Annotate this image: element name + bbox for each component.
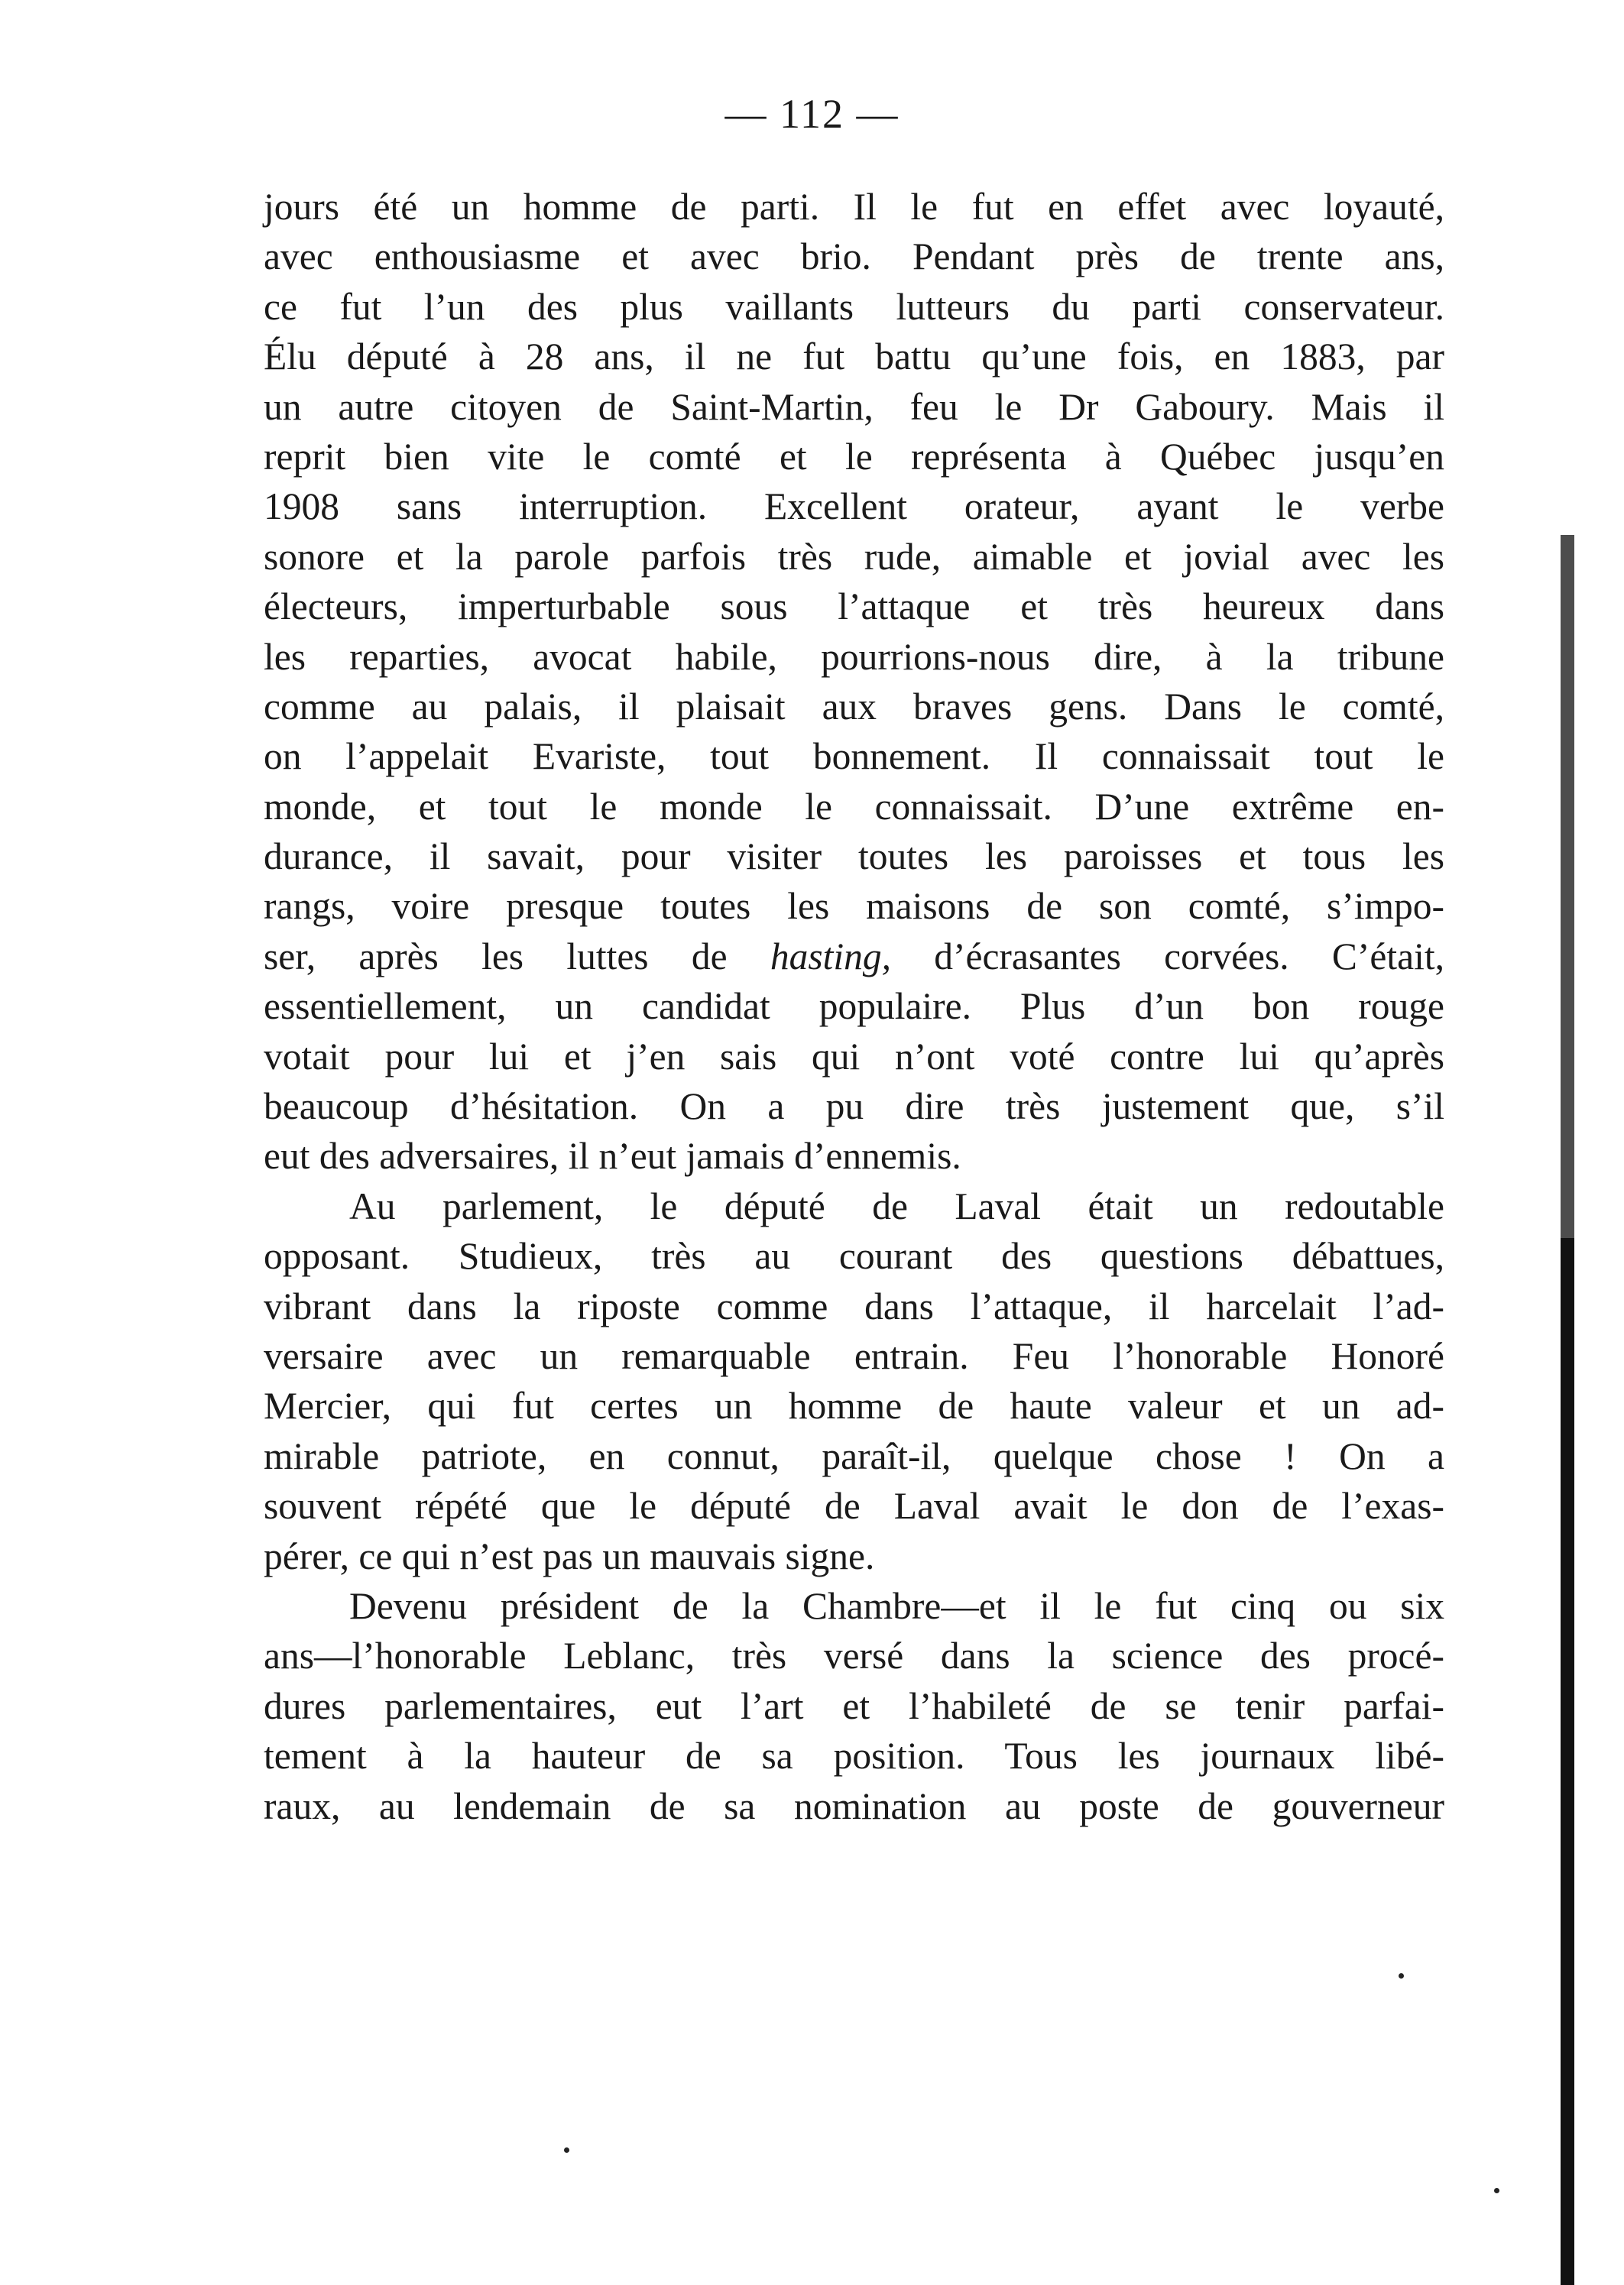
text-line: avec enthousiasme et avec brio. Pendant près de trente ans, <box>264 235 1444 278</box>
text-line: durance, il savait, pour visiter toutes les paroisses et tous les <box>264 835 1444 878</box>
text-line: un autre citoyen de Saint-Martin, feu le Dr Gaboury. Mais il <box>264 385 1444 428</box>
scan-edge-shadow-lower <box>1561 1238 1574 2285</box>
text-line: électeurs, imperturbable sous l’attaque et très heureux dans <box>264 585 1444 628</box>
text-line: beaucoup d’hésitation. On a pu dire très justement que, s’il <box>264 1085 1444 1128</box>
scan-speck <box>1494 2188 1499 2193</box>
text-line: souvent répété que le député de Laval avait le don de l’exas- <box>264 1485 1444 1528</box>
italic-term: hasting, <box>770 935 891 977</box>
text-line-with-italic <box>264 932 1444 981</box>
text-line: comme au palais, il plaisait aux braves gens. Dans le comté, <box>264 685 1444 728</box>
text-line: rangs, voire presque toutes les maisons de son comté, s’impo- <box>264 885 1444 928</box>
text-line: votait pour lui et j’en sais qui n’ont voté contre lui qu’après <box>264 1035 1444 1078</box>
paragraph-last-line: eut des adversaires, il n’eut jamais d’ennemis. <box>264 1135 961 1178</box>
text-line: Élu député à 28 ans, il ne fut battu qu’une fois, en 1883, par <box>264 335 1444 378</box>
text-line: dures parlementaires, eut l’art et l’habileté de se tenir parfai- <box>264 1684 1444 1727</box>
paragraph-first-line: Au parlement, le député de Laval était un redoutable <box>349 1185 1444 1227</box>
text-line: sonore et la parole parfois très rude, aimable et jovial avec les <box>264 535 1444 578</box>
text-line: ce fut l’un des plus vaillants lutteurs du parti conservateur. <box>264 285 1444 328</box>
text-line: 1908 sans interruption. Excellent orateur, ayant le verbe <box>264 485 1444 528</box>
text-line: ans—l’honorable Leblanc, très versé dans la science des procé- <box>264 1635 1444 1677</box>
text-line: raux, au lendemain de sa nomination au poste de gouverneur <box>264 1784 1444 1827</box>
text-line: reprit bien vite le comté et le représenta à Québec jusqu’en <box>264 435 1444 478</box>
text-line: mirable patriote, en connut, paraît-il, quelque chose ! On a <box>264 1434 1444 1477</box>
text-line: versaire avec un remarquable entrain. Feu l’honorable Honoré <box>264 1334 1444 1377</box>
text-line: vibrant dans la riposte comme dans l’attaque, il harcelait l’ad- <box>264 1285 1444 1327</box>
text-line: tement à la hauteur de sa position. Tous les journaux libé- <box>264 1735 1444 1778</box>
text-line: les reparties, avocat habile, pourrions-nous dire, à la tribune <box>264 635 1444 678</box>
scan-edge-shadow-upper <box>1561 535 1574 1238</box>
text-line: Mercier, qui fut certes un homme de haute valeur et un ad- <box>264 1385 1444 1428</box>
text-segment: ser, après les luttes de <box>264 935 728 977</box>
paragraph-first-line: Devenu président de la Chambre—et il le fut cinq ou six <box>349 1584 1444 1627</box>
scan-speck <box>1399 1973 1404 1979</box>
body-text <box>264 182 1444 1831</box>
paragraph-last-line: pérer, ce qui n’est pas un mauvais signe. <box>264 1535 875 1577</box>
text-segment: d’écrasantes corvées. C’était, <box>934 935 1444 977</box>
scan-speck <box>564 2147 569 2153</box>
text-line: opposant. Studieux, très au courant des questions débattues, <box>264 1235 1444 1278</box>
text-line: monde, et tout le monde le connaissait. D’une extrême en- <box>264 785 1444 828</box>
text-line: jours été un homme de parti. Il le fut en effet avec loyauté, <box>264 186 1444 228</box>
page-number: — 112 — <box>724 91 900 137</box>
text-line: essentiellement, un candidat populaire. Plus d’un bon rouge <box>264 985 1444 1028</box>
text-line: on l’appelait Evariste, tout bonnement. Il connaissait tout le <box>264 735 1444 778</box>
